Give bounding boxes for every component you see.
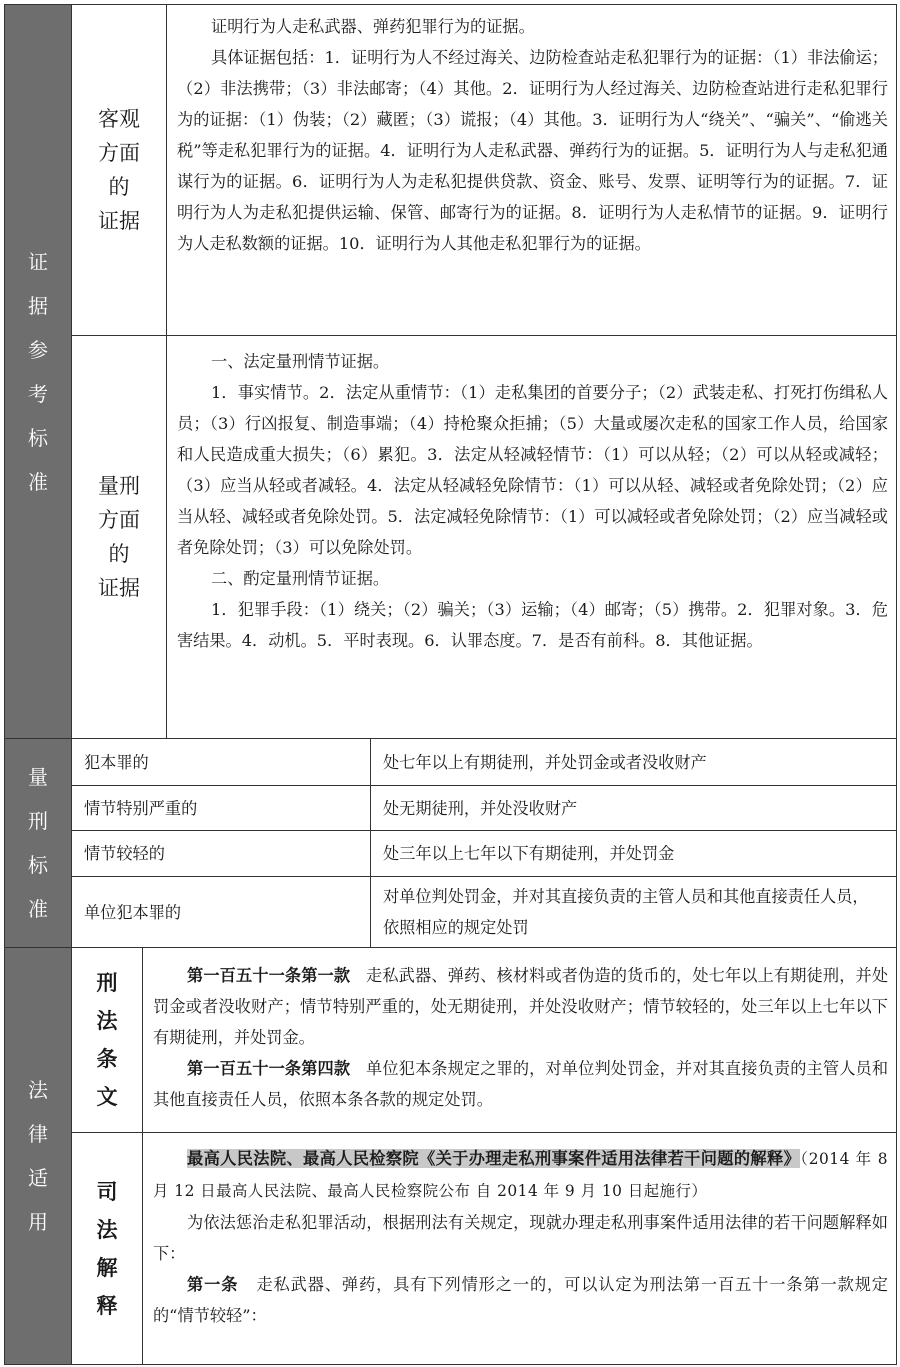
table-row	[5, 877, 897, 948]
paragraph: 为依法惩治走私犯罪活动，根据刑法有关规定，现就办理走私刑事案件适用法律的若干问题解释如下：	[153, 1213, 888, 1263]
law-article	[153, 1053, 888, 1115]
article-heading: 第一百五十一条第四款	[187, 1059, 351, 1078]
standard-condition: 情节特别严重的	[72, 786, 371, 831]
sublabel-judicial-interpretation: 司 法 解 释	[72, 1133, 143, 1365]
sublabel-criminal-law: 刑 法 条 文	[72, 948, 143, 1133]
law-article	[153, 960, 888, 1053]
row-criminal-law	[5, 948, 897, 1133]
sublabel-objective-evidence: 客观 方面 的 证据	[72, 5, 167, 336]
doc-header	[153, 1143, 888, 1207]
section-label-law: 法 律 适 用	[5, 948, 72, 1365]
judicial-interpretation-content	[143, 1133, 897, 1365]
article-heading: 第一百五十一条第一款	[187, 966, 351, 985]
article-text: 走私武器、弹药，具有下列情形之一的，可以认定为刑法第一百五十一条第一款规定的“情节较轻”：	[153, 1275, 888, 1325]
paragraph: 1．犯罪手段：（1）绕关；（2）骗关；（3）运输；（4）邮寄；（5）携带。2．犯罪对象。3．危害结果。4．动机。5．平时表现。6．认罪态度。7．是否有前科。8．其他证据。	[177, 600, 888, 650]
paragraph: 二、酌定量刑情节证据。	[211, 569, 390, 588]
standard-penalty: 对单位判处罚金，并对其直接负责的主管人员和其他直接责任人员，依照相应的规定处罚	[371, 877, 897, 948]
law-article	[153, 1269, 888, 1331]
legal-reference-table	[4, 4, 897, 1365]
objective-evidence-content	[167, 5, 897, 336]
paragraph: 1．事实情节。2．法定从重情节：（1）走私集团的首要分子；（2）武装走私、打死打伤缉私人员；（3）行凶报复、制造事端；（4）持枪聚众拒捕；（5）大量或屡次走私的国家工作人员，给国家和人民造成重大损失；（6）累犯。3．法定从轻减轻情节：（1）可以从轻；（2）可以从轻或减轻；（3）应当从轻或者减轻。4．法定从轻减轻免除情节：（1）可以从轻、减轻或者免除处罚；（2）应当从轻、减轻或者免除处罚。5．法定减轻免除情节：（1）可以减轻或者免除处罚；（2）应当减轻或者免除处罚；（3）可以免除处罚。	[177, 383, 888, 557]
standard-penalty: 处无期徒刑，并处没收财产	[371, 786, 897, 831]
paragraph: 具体证据包括：1．证明行为人不经过海关、边防检查站走私犯罪行为的证据：（1）非法偷运；（2）非法携带；（3）非法邮寄；（4）其他。2．证明行为人经过海关、边防检查站进行走私犯罪行为的证据：（1）伪装；（2）藏匿；（3）谎报；（4）其他。3．证明行为人“绕关”、“骗关”、“偷逃关税”等走私犯罪行为的证据。4．证明行为人走私武器、弹药行为的证据。5．证明行为人与走私犯通谋行为的证据。6．证明行为人为走私犯提供贷款、资金、账号、发票、证明等行为的证据。7．证明行为人为走私犯提供运输、保管、邮寄行为的证据。8．证明行为人走私情节的证据。9．证明行为人走私数额的证据。10．证明行为人其他走私犯罪行为的证据。	[177, 48, 888, 253]
section-label-evidence: 证 据 参 考 标 准	[5, 5, 72, 739]
table-row	[5, 831, 897, 877]
article-text: 走私武器、弹药、核材料或者伪造的货币的，处七年以上有期徒刑，并处罚金或者没收财产；情节特别严重的，处无期徒刑，并处没收财产；情节较轻的，处三年以上七年以下有期徒刑，并处罚金。	[153, 966, 889, 1047]
row-sentencing-evidence	[5, 336, 897, 739]
sublabel-sentencing-evidence: 量刑 方面 的 证据	[72, 336, 167, 739]
row-judicial-interpretation	[5, 1133, 897, 1365]
article-text: 单位犯本条规定之罪的，对单位判处罚金，并对其直接负责的主管人员和其他直接责任人员，依照本条各款的规定处罚。	[153, 1059, 889, 1109]
sentencing-evidence-content	[167, 336, 897, 739]
section-label-standard: 量 刑 标 准	[5, 739, 72, 948]
table-row	[5, 786, 897, 831]
paragraph: 证明行为人走私武器、弹药犯罪行为的证据。	[211, 17, 535, 36]
paragraph: 一、法定量刑情节证据。	[211, 352, 390, 371]
standard-penalty: 处三年以上七年以下有期徒刑，并处罚金	[371, 831, 897, 877]
row-objective-evidence	[5, 5, 897, 336]
standard-penalty: 处七年以上有期徒刑，并处罚金或者没收财产	[371, 739, 897, 786]
article-heading: 第一条	[187, 1275, 239, 1294]
standard-condition: 犯本罪的	[72, 739, 371, 786]
doc-note: （2014 年 8 月 12 日最高人民法院、最高人民检察院公布 自 2014 年 9 月 10 日起施行）	[153, 1150, 889, 1200]
standard-condition: 单位犯本罪的	[72, 877, 371, 948]
table-row	[5, 739, 897, 786]
standard-condition: 情节较轻的	[72, 831, 371, 877]
doc-title: 最高人民法院、最高人民检察院《关于办理走私刑事案件适用法律若干问题的解释》	[187, 1149, 801, 1168]
criminal-law-content	[143, 948, 897, 1133]
